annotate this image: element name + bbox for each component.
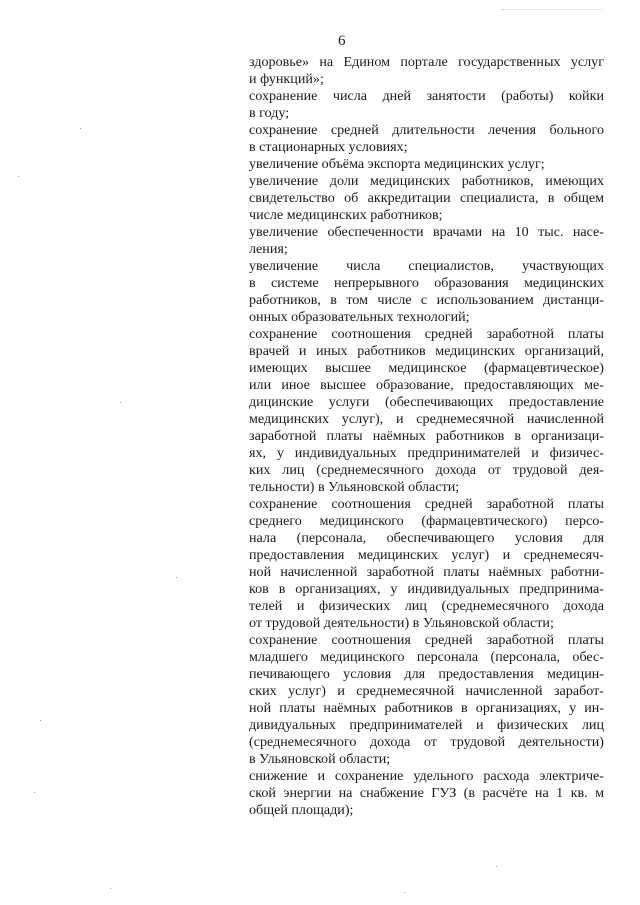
text-line: ких лиц (среднемесячного дохода от трудовой дея- [249,462,604,478]
text-line: и функций»; [249,71,324,87]
paragraph [249,768,604,819]
text-line: сохранение соотношения средней заработной платы [249,632,604,648]
text-line: ских услуг) и среднемесячной начисленной заработ- [249,683,604,699]
text-line: снижение и сохранение удельного расхода электриче- [249,768,604,784]
text-line: заработной платы наёмных работников в организаци- [249,428,604,444]
text-line: тельности) в Ульяновской области; [249,479,460,495]
scan-speck [80,128,81,129]
text-line: общей площади); [249,802,354,818]
text-line: сохранение средней длительности лечения больного [249,122,604,138]
text-line: от трудовой деятельности) в Ульяновской области; [249,615,554,631]
text-line: врачей и иных работников медицинских организаций, [249,343,604,359]
text-line: в стационарных условиях; [249,139,408,155]
text-line: среднего медицинского (фармацевтического) персо- [249,513,604,529]
text-line: числе медицинских работников; [249,207,443,223]
text-line: медицинских услуг), и среднемесячной начисленной [249,411,604,427]
text-line: ской энергии на снабжение ГУЗ (в расчёте на 1 кв. м [249,785,604,801]
text-line: увеличение обеспеченности врачами на 10 тыс. насе- [249,224,604,240]
text-line: в году; [249,105,290,121]
scan-speck [34,792,35,793]
text-line: онных образовательных технологий; [249,309,470,325]
scan-speck [18,176,19,177]
paragraph [249,632,604,768]
paragraph [249,173,604,224]
scan-speck [404,892,405,893]
scan-speck [40,720,41,721]
paragraph [249,258,604,326]
text-line: увеличение числа специалистов, участвующих [249,258,604,274]
paragraph [249,224,604,258]
text-line: ной платы наёмных работников в организациях, у ин- [249,700,604,716]
text-line: или иное высшее образование, предоставляющих ме- [249,377,604,393]
text-line: ков в организациях, у индивидуальных предпринима- [249,581,604,597]
text-line: ной начисленной заработной платы наёмных работни- [249,564,604,580]
paragraph [249,156,604,173]
scan-speck [120,402,121,403]
scan-dots [502,9,602,11]
text-line: сохранение числа дней занятости (работы) койки [249,88,604,104]
text-line: увеличение доли медицинских работников, имеющих [249,173,604,189]
text-line: (среднемесячного дохода от трудовой деятельности) [249,734,604,750]
text-line: ях, у индивидуальных предпринимателей и физичес- [249,445,604,461]
text-line: дивидуальных предпринимателей и физических лиц [249,717,604,733]
paragraph [249,88,604,122]
text-line: печивающего условия для предоставления медицин- [249,666,604,682]
text-line: увеличение объёма экспорта медицинских услуг; [249,156,545,172]
scan-speck [110,888,111,889]
text-line: нала (персонала, обеспечивающего условия для [249,530,604,546]
paragraph [249,496,604,632]
paragraph [249,122,604,156]
page-number: 6 [338,33,346,49]
text-line: предоставления медицинских услуг) и среднемесяч- [249,547,604,563]
document-body [249,54,604,819]
text-line: здоровье» на Едином портале государственных услуг [249,54,604,70]
text-line: сохранение соотношения средней заработной платы [249,496,604,512]
text-line: свидетельство об аккредитации специалиста, в общем [249,190,604,206]
paragraph [249,54,604,88]
text-line: в системе непрерывного образования медицинских [249,275,604,291]
scan-speck [496,866,497,867]
scan-speck [176,577,177,578]
text-line: в Ульяновской области; [249,751,391,767]
text-line: телей и физических лиц (среднемесячного дохода [249,598,604,614]
text-line: имеющих высшее медицинское (фармацевтическое) [249,360,604,376]
text-line: сохранение соотношения средней заработной платы [249,326,604,342]
text-line: работников, в том числе с использованием дистанци- [249,292,604,308]
text-line: ления; [249,241,288,257]
text-line: младшего медицинского персонала (персонала, обес- [249,649,604,665]
paragraph [249,326,604,496]
text-line: дицинские услуги (обеспечивающих предоставление [249,394,604,410]
